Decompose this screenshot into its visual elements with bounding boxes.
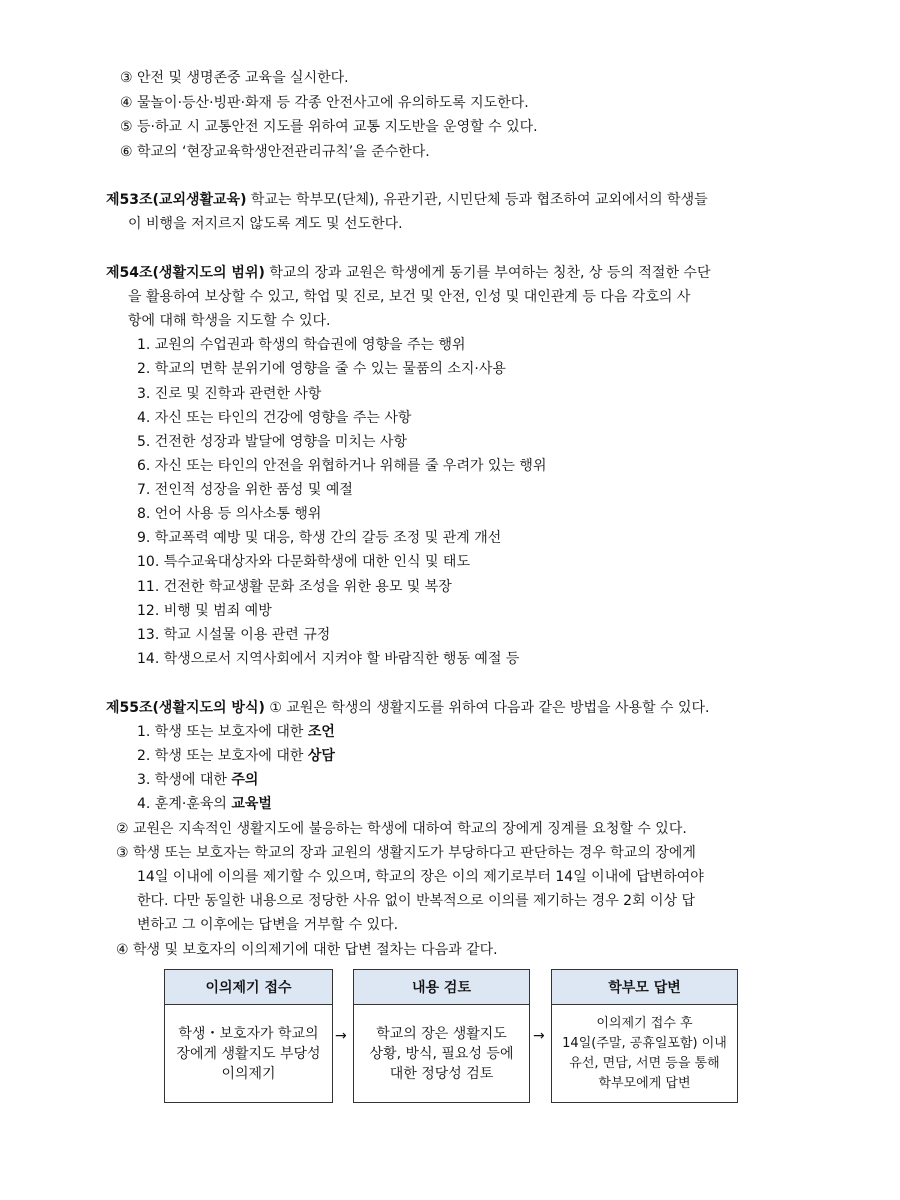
article-54-title: 제54조(생활지도의 범위) <box>106 265 265 281</box>
flow-step-line: 이의제기 접수 후 <box>596 1016 693 1031</box>
flow-step-receive <box>164 969 333 1103</box>
article-54-line <box>106 263 710 283</box>
paragraph-3: 14일 이내에 이의를 제기할 수 있으며, 학교의 장은 이의 제기로부터 14일 이내에 답변하여야 <box>137 869 704 885</box>
flow-step-line: 대한 정당성 검토 <box>389 1066 494 1082</box>
flow-step-line: 학부모에게 답변 <box>598 1076 691 1091</box>
list-item: 13. 학교 시설물 이용 관련 규정 <box>137 627 331 643</box>
article-53-line <box>106 190 708 210</box>
article-55-line <box>106 698 710 718</box>
article-54-line: 을 활용하여 보상할 수 있고, 학업 및 진로, 보건 및 안전, 인성 및 대인관계 등 다음 각호의 사 <box>128 289 691 305</box>
method-keyword: 상담 <box>307 748 335 764</box>
method-label: 4. 훈계·훈육의 <box>137 796 232 812</box>
article-55-title: 제55조(생활지도의 방식) <box>106 700 265 716</box>
method-keyword: 교육벌 <box>231 796 272 812</box>
flow-step-title: 이의제기 접수 <box>165 970 332 1005</box>
flow-step-line: 장에게 생활지도 부당성 <box>176 1046 321 1062</box>
paragraph-3: 한다. 다만 동일한 내용으로 정당한 사유 없이 반복적으로 이의를 제기하는 경우 2회 이상 답 <box>137 893 696 909</box>
method-label: 1. 학생 또는 보호자에 대한 <box>137 724 308 740</box>
flow-step-answer <box>551 969 738 1103</box>
flow-step-line: 유선, 면담, 서면 등을 통해 <box>569 1056 720 1071</box>
list-item: 1. 교원의 수업권과 학생의 학습권에 영향을 주는 행위 <box>137 337 466 353</box>
arrow-right-icon: → <box>533 1028 545 1044</box>
method-label: 2. 학생 또는 보호자에 대한 <box>137 748 308 764</box>
arrow-right-icon: → <box>335 1028 347 1044</box>
method-item <box>137 722 335 742</box>
list-item: 11. 건전한 학교생활 문화 조성을 위한 용모 및 복장 <box>137 579 452 595</box>
method-keyword: 주의 <box>231 772 259 788</box>
article-53-text: 학교는 학부모(단체), 유관기관, 시민단체 등과 협조하여 교외에서의 학생들 <box>246 192 708 208</box>
flow-step-line: 학생・보호자가 학교의 <box>178 1026 319 1042</box>
flow-step-line: 학교의 장은 생활지도 <box>376 1026 507 1042</box>
safety-item: ③ 안전 및 생명존중 교육을 실시한다. <box>120 70 349 86</box>
flow-step-body <box>552 1005 737 1103</box>
flow-step-title: 내용 검토 <box>354 970 529 1005</box>
list-item: 8. 언어 사용 등 의사소통 행위 <box>137 506 322 522</box>
method-item <box>137 794 272 814</box>
paragraph-2: ② 교원은 지속적인 생활지도에 불응하는 학생에 대하여 학교의 장에게 징계를 요청할 수 있다. <box>116 821 687 837</box>
safety-item: ⑥ 학교의 ‘현장교육학생안전관리규칙’을 준수한다. <box>120 144 430 160</box>
flow-step-body <box>165 1005 332 1103</box>
list-item: 10. 특수교육대상자와 다문화학생에 대한 인식 및 태도 <box>137 554 470 570</box>
list-item: 9. 학교폭력 예방 및 대응, 학생 간의 갈등 조정 및 관계 개선 <box>137 530 502 546</box>
list-item: 6. 자신 또는 타인의 안전을 위협하거나 위해를 줄 우려가 있는 행위 <box>137 458 547 474</box>
list-item: 3. 진로 및 진학과 관련한 사항 <box>137 386 322 402</box>
flow-step-title: 학부모 답변 <box>552 970 737 1005</box>
list-item: 12. 비행 및 범죄 예방 <box>137 603 272 619</box>
list-item: 4. 자신 또는 타인의 건강에 영향을 주는 사항 <box>137 410 412 426</box>
safety-item: ④ 물놀이·등산·빙판·화재 등 각종 안전사고에 유의하도록 지도한다. <box>120 95 529 111</box>
article-55-text: ① 교원은 학생의 생활지도를 위하여 다음과 같은 방법을 사용할 수 있다. <box>264 700 710 716</box>
method-item <box>137 746 335 766</box>
article-53-line: 이 비행을 저지르지 않도록 계도 및 선도한다. <box>128 216 403 232</box>
method-keyword: 조언 <box>307 724 335 740</box>
flow-step-line: 상황, 방식, 필요성 등에 <box>369 1046 514 1062</box>
article-53-title: 제53조(교외생활교육) <box>106 192 247 208</box>
paragraph-3: ③ 학생 또는 보호자는 학교의 장과 교원의 생활지도가 부당하다고 판단하는 경우 학교의 장에게 <box>116 845 696 861</box>
flow-step-body <box>354 1005 529 1103</box>
flow-step-line: 14일(주말, 공휴일포함) 이내 <box>562 1036 727 1051</box>
flow-step-review <box>353 969 530 1103</box>
safety-item: ⑤ 등·하교 시 교통안전 지도를 위하여 교통 지도반을 운영할 수 있다. <box>120 119 538 135</box>
list-item: 2. 학교의 면학 분위기에 영향을 줄 수 있는 물품의 소지·사용 <box>137 361 506 377</box>
paragraph-4: ④ 학생 및 보호자의 이의제기에 대한 답변 절차는 다음과 같다. <box>116 942 498 958</box>
flow-step-line: 이의제기 <box>221 1066 276 1082</box>
list-item: 7. 전인적 성장을 위한 품성 및 예절 <box>137 482 353 498</box>
article-54-line: 항에 대해 학생을 지도할 수 있다. <box>128 313 331 329</box>
method-item <box>137 770 258 790</box>
method-label: 3. 학생에 대한 <box>137 772 232 788</box>
list-item: 14. 학생으로서 지역사회에서 지켜야 할 바람직한 행동 예절 등 <box>137 651 520 667</box>
article-54-text: 학교의 장과 교원은 학생에게 동기를 부여하는 칭찬, 상 등의 적절한 수단 <box>264 265 711 281</box>
paragraph-3: 변하고 그 이후에는 답변을 거부할 수 있다. <box>137 917 399 933</box>
list-item: 5. 건전한 성장과 발달에 영향을 미치는 사항 <box>137 434 407 450</box>
